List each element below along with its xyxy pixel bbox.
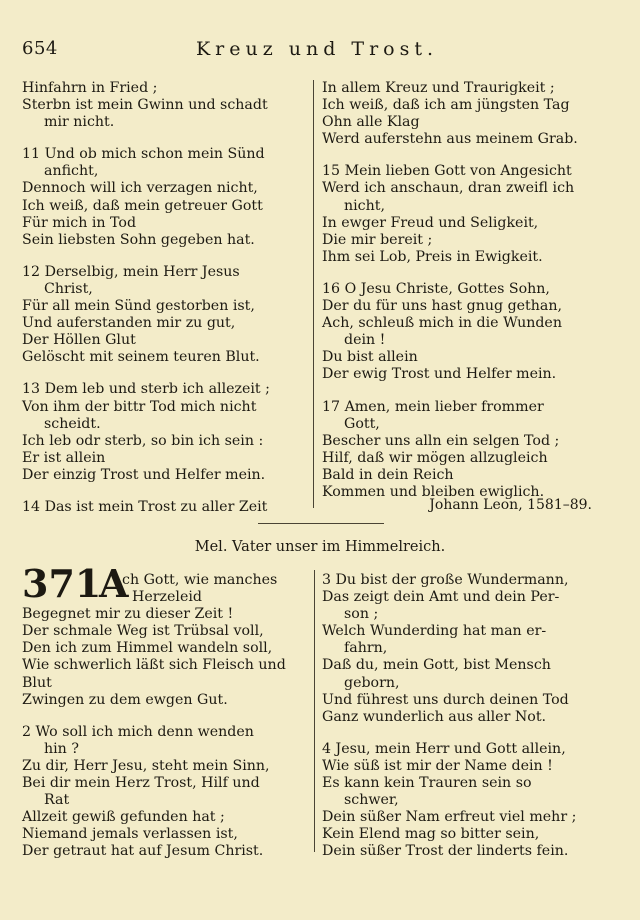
stanza-gap [322,266,578,281]
verse-line: Dein süßer Nam erfreut viel mehr ; [322,809,577,826]
verse-line: 15 Mein lieben Gott von Angesicht [322,163,572,180]
verse-line: Werd auferstehn aus meinem Grab. [322,131,578,148]
stanza-gap [22,131,270,146]
verse-line: Sein liebsten Sohn gegeben hat. [22,231,255,248]
verse-line: ch Gott, wie manches [122,572,278,588]
stanza-gap [22,709,286,724]
verse-line: 4 Jesu, mein Herr und Gott allein, [322,740,566,757]
verse-line: 13 Dem leb und sterb ich allezeit ; [22,381,270,398]
verse-line: Welch Wunderding hat man er- [322,623,547,640]
verse-line: Ganz wunderlich aus aller Not. [322,708,547,725]
verse-line: nicht, [344,197,385,214]
column-divider-lower [314,570,315,852]
verse-line: Von ihm der bittr Tod mich nicht [22,398,257,415]
stanza-gap [322,384,578,399]
verse-line: Dennoch will ich verzagen nicht, [22,180,258,197]
verse-line: Sterbn ist mein Gwinn und schadt [22,97,268,114]
verse-line: 2 Wo soll ich mich denn wenden [22,723,254,740]
verse-line: 17 Amen, mein lieber frommer [322,398,544,415]
hymn-number: 371 [22,561,102,606]
verse-line: Gott, [344,415,380,432]
upper-left-column [22,80,270,516]
verse-line: Gelöscht mit seinem teuren Blut. [22,349,260,366]
verse-line: Ich weiß, daß ich am jüngsten Tag [322,97,570,114]
verse-line: Herzeleid [132,589,202,606]
lower-left-column [22,572,286,861]
melody-line: Mel. Vater unser im Himmelreich. [194,539,446,555]
verse-line: Es kann kein Trauren sein so [322,775,532,792]
stanza-gap [322,726,576,741]
verse-line: 3 Du bist der große Wundermann, [322,572,569,588]
verse-line: Werd ich anschaun, dran zweifl ich [322,180,575,197]
verse-line: Daß du, mein Gott, bist Mensch [322,657,551,674]
verse-line: Zwingen zu dem ewgen Gut. [22,691,228,708]
verse-line: Dein süßer Trost der linderts fein. [322,843,569,860]
stanza-gap [22,366,270,381]
stanza-gap [22,249,270,264]
drop-initial: A [99,561,129,606]
verse-line: Kein Elend mag so bitter sein, [322,826,540,843]
verse-line: Der Höllen Glut [22,332,136,349]
verse-line: Der einzig Trost und Helfer mein. [22,466,266,483]
verse-line: Und führest uns durch deinen Tod [322,691,569,708]
author-credit: Johann Leon, 1581–89. [429,497,592,513]
stanza-gap [22,484,270,499]
verse-line: Bescher uns alln ein selgen Tod ; [322,432,560,449]
verse-line: 11 Und ob mich schon mein Sünd [22,146,265,163]
verse-line: Christ, [44,280,93,297]
column-divider [313,80,314,508]
verse-line: Der du für uns hast gnug gethan, [322,298,562,315]
verse-line: schwer, [344,792,399,809]
verse-line: Er ist allein [22,449,106,466]
verse-line: Das zeigt dein Amt und dein Per- [322,589,560,606]
verse-line: In ewger Freud und Seligkeit, [322,214,539,231]
verse-line: hin ? [44,740,79,757]
verse-line: Der schmale Weg ist Trübsal voll, [22,623,264,640]
lower-right-column [322,572,576,861]
verse-line: Hilf, daß wir mögen allzugleich [322,449,548,466]
verse-line: 12 Derselbig, mein Herr Jesus [22,263,240,280]
verse-line: Du bist allein [322,349,418,366]
verse-line: scheidt. [44,415,101,432]
verse-line: Und auferstanden mir zu gut, [22,315,236,332]
verse-line: son ; [344,606,379,623]
verse-line: Bei dir mein Herz Trost, Hilf und [22,775,260,792]
verse-line: Niemand jemals verlassen ist, [22,826,238,843]
upper-right-column [322,80,578,501]
verse-line: geborn, [344,674,400,691]
verse-line: Für all mein Sünd gestorben ist, [22,298,255,315]
page-header [22,38,612,64]
verse-line: Ohn alle Klag [322,114,420,131]
verse-line: In allem Kreuz und Traurigkeit ; [322,80,555,96]
verse-line: Hinfahrn in Fried ; [22,80,158,96]
verse-line: Der getraut hat auf Jesum Christ. [22,843,264,860]
verse-line: fahrn, [344,640,388,657]
verse-line: Allzeit gewiß gefunden hat ; [22,809,225,826]
verse-line: Der ewig Trost und Helfer mein. [322,366,557,383]
verse-line: Ich leb odr sterb, so bin ich sein : [22,432,264,449]
verse-line: Ich weiß, daß mein getreuer Gott [22,197,263,214]
running-title: Kreuz und Trost. [195,38,439,60]
verse-line: Bald in dein Reich [322,466,454,483]
author-block [322,497,612,514]
verse-line: dein ! [344,332,386,349]
verse-line: mir nicht. [44,114,115,131]
verse-line: 16 O Jesu Christe, Gottes Sohn, [322,280,550,297]
stanza-gap [322,148,578,163]
verse-line: Den ich zum Himmel wandeln soll, [22,640,273,657]
section-divider [258,523,384,524]
verse-line: Zu dir, Herr Jesu, steht mein Sinn, [22,757,270,774]
verse-line: Kommen und bleiben ewiglich. [322,483,545,500]
verse-line: Ihm sei Lob, Preis in Ewigkeit. [322,248,543,265]
verse-line: anficht, [44,163,99,180]
verse-line: Begegnet mir zu dieser Zeit ! [22,606,234,623]
verse-line: 14 Das ist mein Trost zu aller Zeit [22,498,268,515]
page-number: 654 [22,38,58,59]
verse-line: Die mir bereit ; [322,231,433,248]
verse-line: Wie süß ist mir der Name dein ! [322,757,553,774]
verse-line: Blut [22,674,52,691]
verse-line: Wie schwerlich läßt sich Fleisch und [22,657,286,674]
verse-line: Ach, schleuß mich in die Wunden [322,315,562,332]
verse-line: Für mich in Tod [22,214,137,231]
verse-line: Rat [44,792,70,809]
